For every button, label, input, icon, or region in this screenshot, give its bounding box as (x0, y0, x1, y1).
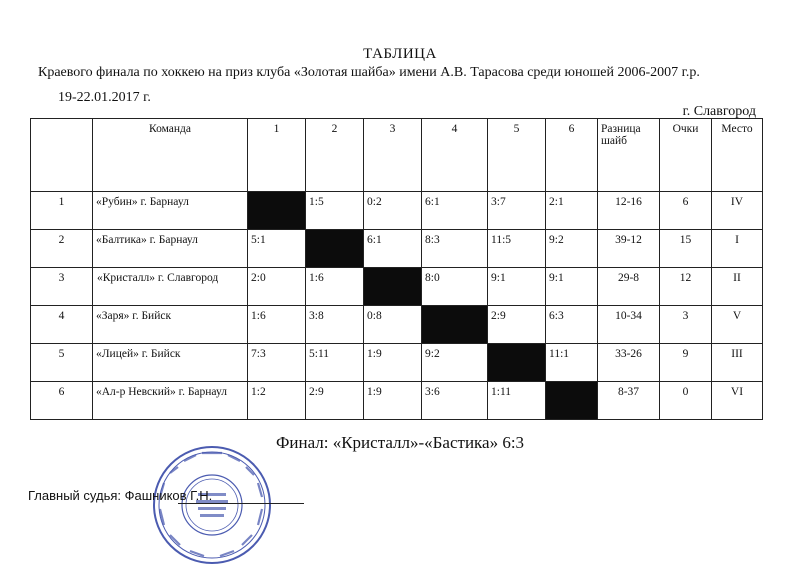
table-row (31, 382, 763, 420)
place-cell: VI (712, 382, 763, 420)
score-cell: 6:1 (422, 192, 488, 230)
team-name: «Ал-р Невский» г. Барнаул (93, 382, 248, 420)
doc-title: ТАБЛИЦА (363, 46, 437, 62)
self-match-cell (306, 230, 364, 268)
score-cell: 11:1 (546, 344, 598, 382)
team-name: «Рубин» г. Барнаул (93, 192, 248, 230)
score-cell: 3:8 (306, 306, 364, 344)
score-cell: 9:1 (488, 268, 546, 306)
row-number: 2 (31, 230, 93, 268)
header-goal-diff-line2: шайб (601, 135, 627, 147)
doc-subtitle: Краевого финала по хоккею на приз клуба «Золотая шайба» имени А.В. Тарасова среди юношей 2006-2007 г.р. (38, 65, 700, 80)
score-cell: 6:1 (364, 230, 422, 268)
chief-judge: Главный судья: Фашников Г.Н. (28, 488, 213, 503)
header-num (31, 119, 93, 192)
team-name: «Кристалл» г. Славгород (93, 268, 248, 306)
row-number: 5 (31, 344, 93, 382)
row-number: 3 (31, 268, 93, 306)
table-row (31, 230, 763, 268)
header-col-5: 5 (488, 119, 546, 192)
header-col-1: 1 (248, 119, 306, 192)
score-cell: 11:5 (488, 230, 546, 268)
score-cell: 1:5 (306, 192, 364, 230)
goal-diff-cell: 10-34 (598, 306, 660, 344)
place-cell: IV (712, 192, 763, 230)
header-goal-diff (598, 119, 660, 192)
header-col-3: 3 (364, 119, 422, 192)
self-match-cell (546, 382, 598, 420)
self-match-cell (422, 306, 488, 344)
score-cell: 5:1 (248, 230, 306, 268)
place-cell: III (712, 344, 763, 382)
header-goal-diff-line1: Разница (601, 123, 641, 135)
self-match-cell (364, 268, 422, 306)
team-name: «Лицей» г. Бийск (93, 344, 248, 382)
doc-city: г. Славгород (682, 104, 756, 119)
score-cell: 1:9 (364, 382, 422, 420)
points-cell: 15 (660, 230, 712, 268)
goal-diff-cell: 8-37 (598, 382, 660, 420)
table-row (31, 344, 763, 382)
score-cell: 2:0 (248, 268, 306, 306)
score-cell: 5:11 (306, 344, 364, 382)
score-cell: 1:2 (248, 382, 306, 420)
score-cell: 1:6 (306, 268, 364, 306)
team-name: «Балтика» г. Барнаул (93, 230, 248, 268)
standings-table (30, 118, 763, 420)
score-cell: 3:7 (488, 192, 546, 230)
table-row (31, 268, 763, 306)
goal-diff-cell: 33-26 (598, 344, 660, 382)
header-place: Место (712, 119, 763, 192)
score-cell: 9:2 (546, 230, 598, 268)
signature-line (178, 503, 304, 504)
official-stamp (140, 443, 290, 565)
score-cell: 2:9 (306, 382, 364, 420)
score-cell: 7:3 (248, 344, 306, 382)
team-name: «Заря» г. Бийск (93, 306, 248, 344)
points-cell: 6 (660, 192, 712, 230)
place-cell: II (712, 268, 763, 306)
score-cell: 1:6 (248, 306, 306, 344)
header-col-4: 4 (422, 119, 488, 192)
goal-diff-cell: 12-16 (598, 192, 660, 230)
place-cell: V (712, 306, 763, 344)
points-cell: 0 (660, 382, 712, 420)
points-cell: 3 (660, 306, 712, 344)
score-cell: 1:9 (364, 344, 422, 382)
self-match-cell (248, 192, 306, 230)
doc-dates: 19-22.01.2017 г. (58, 90, 151, 105)
score-cell: 6:3 (546, 306, 598, 344)
score-cell: 3:6 (422, 382, 488, 420)
score-cell: 8:0 (422, 268, 488, 306)
row-number: 4 (31, 306, 93, 344)
goal-diff-cell: 29-8 (598, 268, 660, 306)
score-cell: 2:1 (546, 192, 598, 230)
header-col-2: 2 (306, 119, 364, 192)
table-row (31, 192, 763, 230)
self-match-cell (488, 344, 546, 382)
final-result: Финал: «Кристалл»-«Бастика» 6:3 (275, 433, 525, 452)
table-header-row (31, 119, 763, 192)
score-cell: 8:3 (422, 230, 488, 268)
row-number: 1 (31, 192, 93, 230)
table-row (31, 306, 763, 344)
goal-diff-cell: 39-12 (598, 230, 660, 268)
place-cell: I (712, 230, 763, 268)
score-cell: 2:9 (488, 306, 546, 344)
score-cell: 1:11 (488, 382, 546, 420)
header-col-6: 6 (546, 119, 598, 192)
row-number: 6 (31, 382, 93, 420)
score-cell: 9:2 (422, 344, 488, 382)
header-points: Очки (660, 119, 712, 192)
score-cell: 0:2 (364, 192, 422, 230)
score-cell: 0:8 (364, 306, 422, 344)
score-cell: 9:1 (546, 268, 598, 306)
points-cell: 9 (660, 344, 712, 382)
header-team: Команда (93, 119, 248, 192)
points-cell: 12 (660, 268, 712, 306)
